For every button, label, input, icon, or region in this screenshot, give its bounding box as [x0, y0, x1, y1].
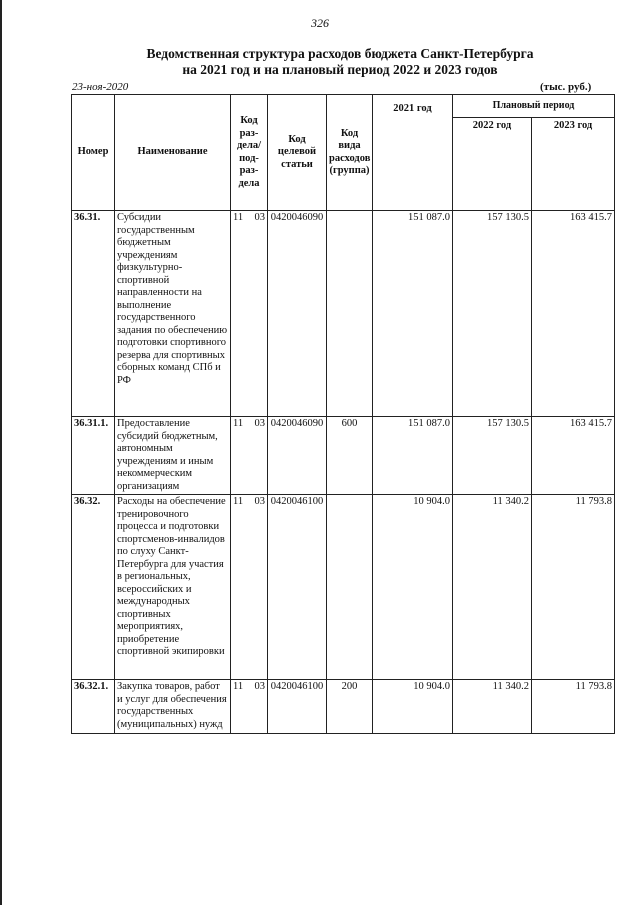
- units-label: (тыс. руб.): [540, 81, 592, 93]
- row-2023: 163 415.7: [532, 211, 615, 417]
- row-2023: 163 415.7: [532, 417, 615, 495]
- row-2021: 151 087.0: [373, 417, 453, 495]
- row-name: Субсидии государственным бюджетным учреждениям физкультурно-спортивной направленности на выполнение государственного задания по обеспечению подготовки спортивного резерва для спортивных сборных команд СПб и РФ: [115, 211, 231, 417]
- row-razdel: [231, 211, 268, 417]
- razdel-code: 11: [233, 496, 244, 507]
- row-2022: 157 130.5: [453, 211, 532, 417]
- podrazdel-code: 03: [254, 496, 265, 507]
- row-target: 0420046100: [268, 680, 327, 734]
- row-razdel: [231, 417, 268, 495]
- row-2021: 151 087.0: [373, 211, 453, 417]
- row-target: 0420046090: [268, 211, 327, 417]
- table-row: [72, 211, 615, 417]
- row-name: Закупка товаров, работ и услуг для обеспечения государственных (муниципальных) нужд: [115, 680, 231, 734]
- budget-table: [71, 94, 615, 734]
- header-2021: 2021 год: [373, 95, 453, 211]
- razdel-code: 11: [233, 418, 244, 429]
- podrazdel-code: 03: [254, 212, 265, 223]
- header-razdel: Код раз-дела/ под-раз-дела: [231, 95, 268, 211]
- podrazdel-code: 03: [254, 418, 265, 429]
- row-2021: 10 904.0: [373, 495, 453, 680]
- row-name: Предоставление субсидий бюджетным, автономным учреждениям и иным некоммерческим организациям: [115, 417, 231, 495]
- row-2021: 10 904.0: [373, 680, 453, 734]
- header-2023: 2023 год: [532, 118, 615, 211]
- header-target: Код целевой статьи: [268, 95, 327, 211]
- row-target: 0420046100: [268, 495, 327, 680]
- row-2023: 11 793.8: [532, 680, 615, 734]
- table-row: [72, 680, 615, 734]
- row-number: 36.31.: [72, 211, 115, 417]
- document-date: 23-ноя-2020: [72, 81, 129, 93]
- row-name: Расходы на обеспечение тренировочного процесса и подготовки спортсменов-инвалидов по слуху Санкт-Петербурга для участия в региональных, всероссийских и международных спортивных мероприятиях, приобретение спортивной экипировки: [115, 495, 231, 680]
- document-subtitle: на 2021 год и на плановый период 2022 и 2023 годов: [182, 62, 498, 77]
- row-vid: 200: [327, 680, 373, 734]
- razdel-code: 11: [233, 681, 244, 692]
- row-2022: 11 340.2: [453, 680, 532, 734]
- row-number: 36.32.: [72, 495, 115, 680]
- row-vid: [327, 211, 373, 417]
- header-2022: 2022 год: [453, 118, 532, 211]
- header-planned-period: Плановый период: [453, 95, 615, 118]
- podrazdel-code: 03: [254, 681, 265, 692]
- row-vid: 600: [327, 417, 373, 495]
- row-2022: 11 340.2: [453, 495, 532, 680]
- row-vid: [327, 495, 373, 680]
- scan-edge: [0, 0, 2, 905]
- row-razdel: [231, 495, 268, 680]
- header-number: Номер: [72, 95, 115, 211]
- row-number: 36.31.1.: [72, 417, 115, 495]
- document-title: Ведомственная структура расходов бюджета Санкт-Петербурга: [146, 46, 534, 61]
- razdel-code: 11: [233, 212, 244, 223]
- table-row: [72, 495, 615, 680]
- header-name: Наименование: [115, 95, 231, 211]
- page-number: 326: [311, 16, 329, 30]
- row-number: 36.32.1.: [72, 680, 115, 734]
- row-2023: 11 793.8: [532, 495, 615, 680]
- row-razdel: [231, 680, 268, 734]
- row-target: 0420046090: [268, 417, 327, 495]
- header-vid: Код вида расходов (группа): [327, 95, 373, 211]
- table-row: [72, 417, 615, 495]
- row-2022: 157 130.5: [453, 417, 532, 495]
